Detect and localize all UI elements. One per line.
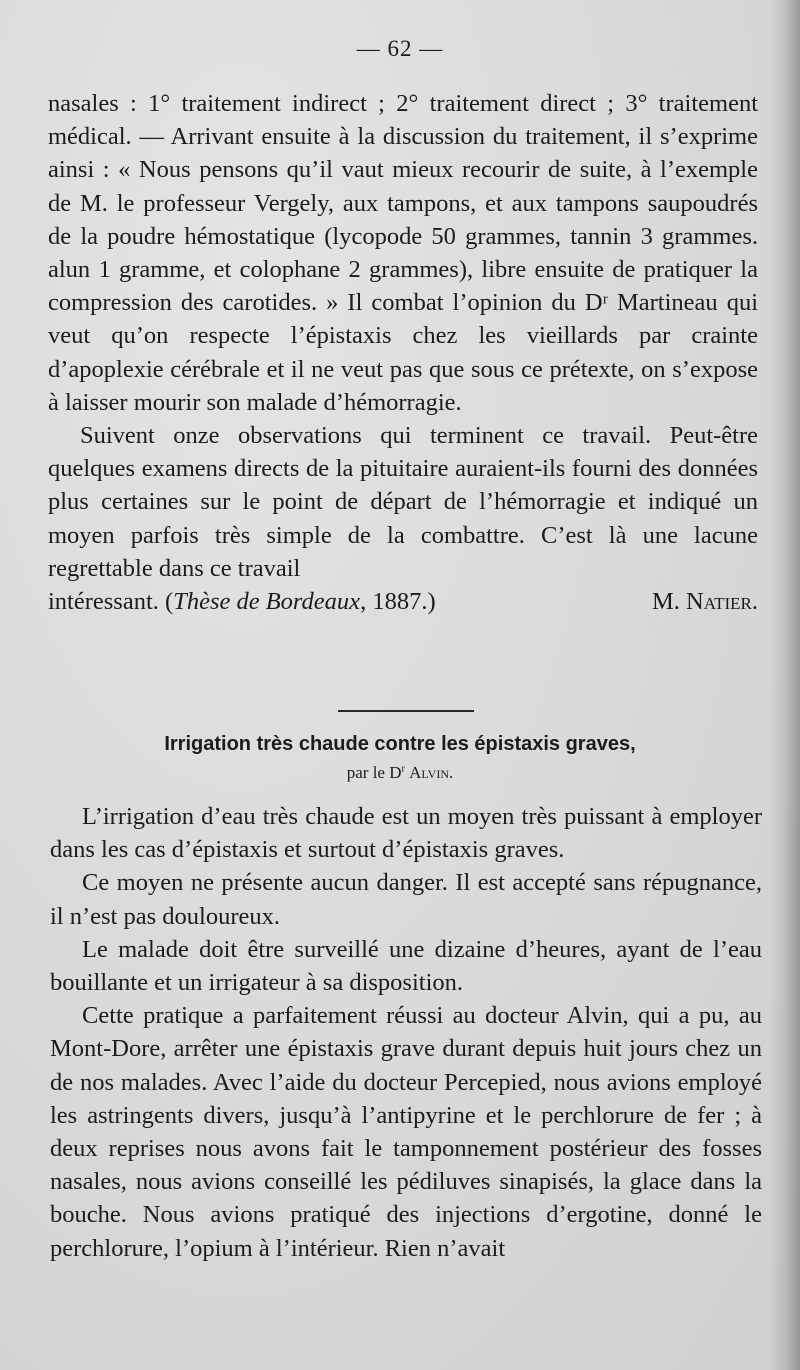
review-citation: intéressant. (Thèse de Bordeaux, 1887.) <box>48 588 436 616</box>
author-name: Alvin. <box>409 763 454 782</box>
article-body <box>50 800 762 1265</box>
article-byline: par le $D^r$ Alvin. <box>346 763 454 782</box>
review-signature: M. Natier. <box>651 588 758 616</box>
review-final-line <box>48 585 758 618</box>
thesis-title: Thèse de Bordeaux <box>173 588 361 616</box>
article-paragraph-2: Ce moyen ne présente aucun danger. Il est accepté sans répugnance, il n’est pas douloureux. <box>50 869 762 930</box>
section-divider <box>338 710 474 712</box>
review-text <box>48 87 758 618</box>
article-paragraph-1: L’irrigation d’eau très chaude est un moyen très puissant à employer dans les cas d’épistaxis et surtout d’épistaxis graves. <box>50 803 762 864</box>
review-paragraph-2-body: Suivent onze observations qui terminent ce travail. Peut-être quelques examens directs de la pituitaire auraient-ils fourni des données plus certaines sur le point de départ de l’hémorragie et indiqué un moyen parfois très simple de la combattre. C’est là une lacune regrettable dans ce travail <box>48 422 758 582</box>
article-title: Irrigation très chaude contre les épistaxis graves, <box>164 733 636 755</box>
page-number: — 62 — <box>356 36 444 61</box>
article-paragraph-3: Le malade doit être surveillé une dizaine d’heures, ayant de l’eau bouillante et un irrigateur à sa disposition. <box>50 935 762 997</box>
page-spine-shadow <box>770 0 800 1370</box>
review-paragraph-1: nasales : 1° traitement indirect ; 2° traitement direct ; 3° traitement médical. — Arrivant ensuite à la discussion du traitement, il s’exprime ainsi : « Nous pensons qu’il vaut mieux recourir de suite, à l’exemple de M. le professeur Vergely, aux tampons, et aux tampons saupoudrés de la poudre hémostatique (lycopode 50 grammes, tannin 3 grammes. alun 1 gramme, et colophane 2 grammes), libre ensuite de pratiquer la compression des carotides. » Il combat l’opinion du Dʳ Martineau qui veut qu’on respecte l’épistaxis chez les vieillards par crainte d’apoplexie cérébrale et il ne veut pas que sous ce prétexte, on s’expose à laisser mourir son malade d’hémorragie. <box>48 90 758 416</box>
article-paragraph-4: Cette pratique a parfaitement réussi au docteur Alvin, qui a pu, au Mont-Dore, arrêter une épistaxis grave durant depuis huit jours chez un de nos malades. Avec l’aide du docteur Percepied, nous avions employé les astringents divers, jusqu’à l’antipyrine et le perchlorure de fer ; à deux reprises nous avons fait le tamponnement postérieur des fosses nasales, nous avions conseillé les pédiluves sinapisés, la glace dans la bouche. Nous avions pratiqué des injections d’ergotine, donné le perchlorure, l’opium à l’intérieur. Rien n’avait <box>50 1002 762 1262</box>
review-paragraph-2 <box>48 419 758 585</box>
